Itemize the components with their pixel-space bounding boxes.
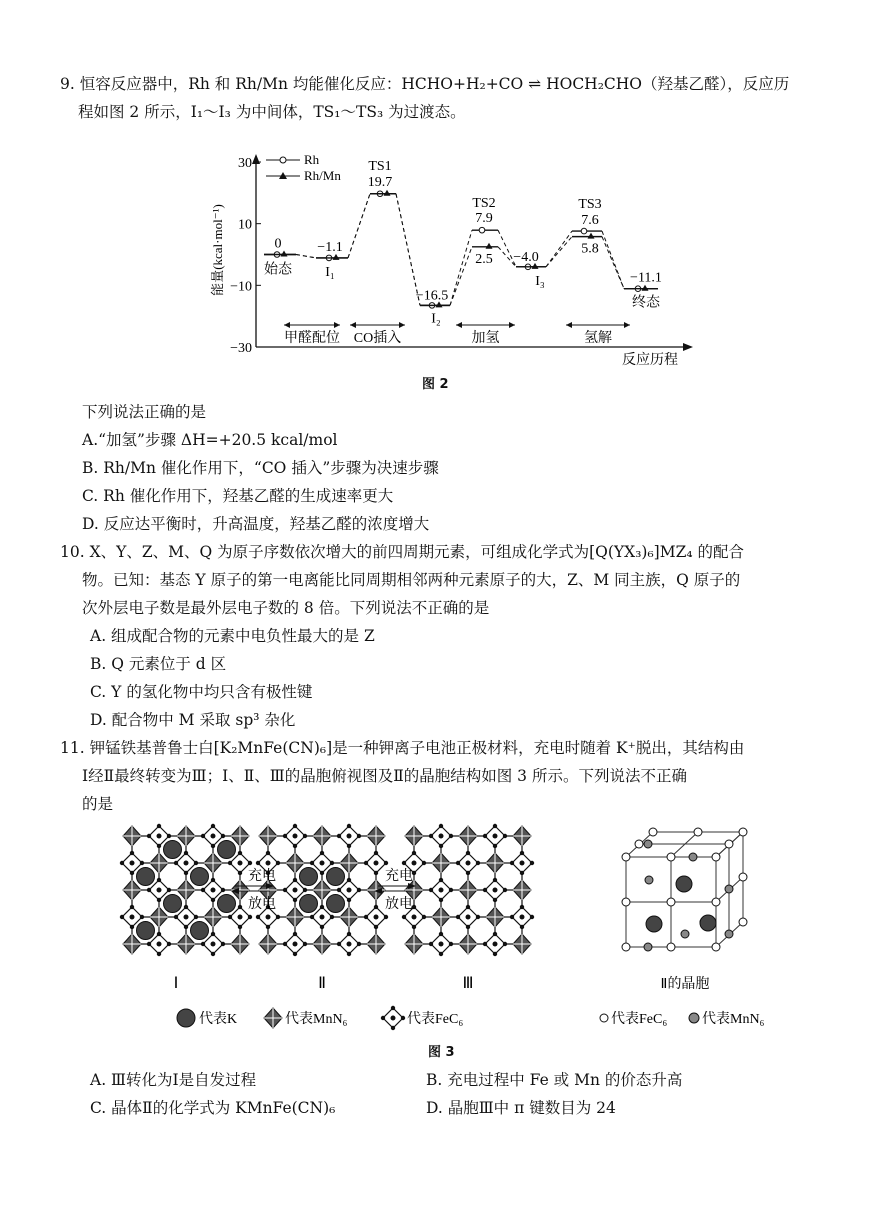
mnn6-unit xyxy=(340,853,358,873)
mnn6-unit xyxy=(367,880,385,900)
fec6-unit xyxy=(483,878,507,902)
q10-option-d[interactable]: D. 配合物中 M 采取 sp³ 杂化 xyxy=(90,711,296,729)
mnn6-unit xyxy=(459,880,477,900)
mnn6-unit xyxy=(486,907,504,927)
rh-point xyxy=(581,228,587,234)
q11-stem-line1: 11. 钾锰铁基普鲁士白[K₂MnFe(CN)₆]是一种钾离子电池正极材料，充电时随着 K⁺脱出，其结构由 xyxy=(60,739,745,757)
mnn6-unit xyxy=(123,826,141,846)
k-ion xyxy=(137,922,155,940)
fec6-site xyxy=(712,943,720,951)
mnn6-unit xyxy=(405,826,423,846)
cell-legend-mnn6-text: 代表MnN₆ xyxy=(702,1012,765,1027)
series-1-connector xyxy=(546,237,572,267)
mnn6-unit xyxy=(432,853,450,873)
fec6-site xyxy=(712,898,720,906)
k-ion xyxy=(327,895,345,913)
mnn6-site xyxy=(725,885,733,893)
state-label: I₃ xyxy=(535,273,545,289)
mnn6-unit xyxy=(231,934,249,954)
rh-point xyxy=(479,227,485,233)
fec6-unit xyxy=(337,932,361,956)
mnn6-unit xyxy=(513,880,531,900)
value-label: 7.9 xyxy=(475,211,493,227)
mnn6-unit xyxy=(259,826,277,846)
q10-stem-line3: 次外层电子数是最外层电子数的 8 倍。下列说法不正确的是 xyxy=(82,599,490,617)
fec6-unit xyxy=(429,824,453,848)
mnn6-unit xyxy=(177,826,195,846)
structure-II xyxy=(256,824,388,956)
q9-stem-line1: 9. 恒容反应器中，Rh 和 Rh/Mn 均能催化反应：HCHO+H₂+CO ⇌ HOCH₂CHO（羟基乙醛），反应历 xyxy=(60,75,790,93)
figure2-caption: 图 2 xyxy=(422,377,449,392)
series-0-connector xyxy=(546,231,572,267)
fec6-site xyxy=(712,853,720,861)
mnn6-unit xyxy=(286,853,304,873)
fec6-unit xyxy=(429,878,453,902)
step-arrowhead xyxy=(566,322,572,328)
q11-stem-line2: Ⅰ经Ⅱ最终转变为Ⅲ；Ⅰ、Ⅱ、Ⅲ的晶胞俯视图及Ⅱ的晶胞结构如图 3 所示。下列说法不正确 xyxy=(82,767,687,785)
label-structure-II: Ⅱ xyxy=(318,975,326,992)
fec6-site xyxy=(622,853,630,861)
legend-mnn6-marker xyxy=(264,1008,282,1028)
step-label: 氢解 xyxy=(584,331,612,346)
legend-fec6-text: 代表FeC₆ xyxy=(407,1012,464,1027)
svg-text:放电: 放电 xyxy=(385,897,413,912)
y-tick-label: −10 xyxy=(230,279,252,295)
mnn6-site xyxy=(644,943,652,951)
state-label: 终态 xyxy=(632,295,660,311)
q9-option-c[interactable]: C. Rh 催化作用下，羟基乙醛的生成速率更大 xyxy=(82,487,394,505)
mnn6-unit xyxy=(313,826,331,846)
fec6-site xyxy=(635,840,643,848)
q11-option-c[interactable]: C. 晶体Ⅱ的化学式为 KMnFe(CN)₆ xyxy=(90,1099,336,1117)
legend-fec6-marker xyxy=(381,1006,405,1030)
legend-mnn6-text: 代表MnN₆ xyxy=(285,1012,348,1027)
mnn6-unit xyxy=(177,934,195,954)
fec6-unit xyxy=(510,905,534,929)
fec6-unit xyxy=(283,932,307,956)
fec6-site xyxy=(667,898,675,906)
fec6-site xyxy=(694,828,702,836)
mnn6-unit xyxy=(459,934,477,954)
chart-legend xyxy=(266,152,341,183)
mnn6-unit xyxy=(204,853,222,873)
step-label: 加氢 xyxy=(471,331,500,346)
rhmn-point xyxy=(486,243,493,249)
q11-option-b[interactable]: B. 充电过程中 Fe 或 Mn 的价态升高 xyxy=(426,1071,683,1089)
label-unit-cell-II: Ⅱ的晶胞 xyxy=(660,977,710,992)
mnn6-site xyxy=(681,930,689,938)
mnn6-site xyxy=(689,853,697,861)
fec6-site xyxy=(739,918,747,926)
svg-text:放电: 放电 xyxy=(248,897,276,912)
state-label: TS2 xyxy=(472,196,496,212)
k-ion xyxy=(164,895,182,913)
state-label: TS1 xyxy=(368,158,392,174)
y-axis-label: 能量(kcal·mol⁻¹) xyxy=(210,204,225,296)
series-1-connector xyxy=(602,237,624,289)
fec6-unit xyxy=(456,905,480,929)
rhmn-point xyxy=(588,233,595,239)
state-label: 始态 xyxy=(264,262,292,278)
q10-stem-line2: 物。已知：基态 Y 原子的第一电离能比同周期相邻两种元素原子的大，Z、M 同主族，Q 原子的 xyxy=(82,571,741,589)
cell-legend-fec6-marker xyxy=(600,1014,608,1022)
mnn6-unit xyxy=(513,826,531,846)
y-tick-label: 30 xyxy=(238,156,252,171)
rhmn-point xyxy=(384,190,391,196)
fec6-site xyxy=(739,828,747,836)
mnn6-unit xyxy=(459,826,477,846)
step-arrowhead xyxy=(456,322,462,328)
value-label: −4.0 xyxy=(513,249,539,265)
mnn6-unit xyxy=(150,907,168,927)
series-1-connector xyxy=(348,194,370,258)
series-0-connector xyxy=(602,231,624,289)
q11-stem-line3: 的是 xyxy=(82,795,114,813)
legend-k-text: 代表K xyxy=(199,1012,238,1027)
state-label: I₂ xyxy=(431,311,441,327)
fec6-unit xyxy=(483,932,507,956)
k-site xyxy=(646,916,662,932)
mnn6-unit xyxy=(150,853,168,873)
fec6-site xyxy=(739,873,747,881)
step-arrowhead xyxy=(624,322,630,328)
value-label: −1.1 xyxy=(317,239,343,255)
series-1-connector xyxy=(450,247,472,306)
q9-prompt: 下列说法正确的是 xyxy=(82,403,207,421)
step-arrowhead xyxy=(509,322,515,328)
fec6-site xyxy=(667,853,675,861)
fec6-unit xyxy=(510,851,534,875)
step-arrowhead xyxy=(284,322,290,328)
mnn6-unit xyxy=(123,934,141,954)
mnn6-unit xyxy=(367,826,385,846)
label-structure-III: Ⅲ xyxy=(462,975,474,992)
rhmn-point xyxy=(281,251,288,257)
mnn6-unit xyxy=(405,934,423,954)
svg-text:充电: 充电 xyxy=(385,869,413,884)
fec6-site xyxy=(667,943,675,951)
k-ion xyxy=(327,868,345,886)
k-ion xyxy=(218,841,236,859)
fec6-unit xyxy=(483,824,507,848)
structure-III xyxy=(402,824,534,956)
k-ion xyxy=(137,868,155,886)
value-label: −11.1 xyxy=(630,270,662,286)
k-site xyxy=(676,876,692,892)
q9-option-b[interactable]: B. Rh/Mn 催化作用下，“CO 插入”步骤为决速步骤 xyxy=(82,459,439,477)
k-ion xyxy=(164,841,182,859)
x-axis-label: 反应历程 xyxy=(622,353,678,368)
step-arrowhead xyxy=(399,322,405,328)
mnn6-unit xyxy=(313,934,331,954)
mnn6-unit xyxy=(204,907,222,927)
step-label: 甲醛配位 xyxy=(284,331,340,346)
mnn6-unit xyxy=(177,880,195,900)
fec6-unit xyxy=(429,932,453,956)
q9-stem-line2: 程如图 2 所示，I₁～I₃ 为中间体，TS₁～TS₃ 为过渡态。 xyxy=(78,103,466,121)
legend-label-rhmn: Rh/Mn xyxy=(304,168,341,183)
legend-marker-rh xyxy=(280,157,286,163)
legend-k-marker xyxy=(177,1009,195,1027)
series-0-connector xyxy=(450,230,472,305)
mnn6-unit xyxy=(123,880,141,900)
state-label: I₁ xyxy=(325,264,335,280)
state-label: TS3 xyxy=(578,197,602,213)
q11-option-d[interactable]: D. 晶胞Ⅲ中 π 键数目为 24 xyxy=(426,1099,616,1117)
fec6-site xyxy=(725,840,733,848)
step-label: CO插入 xyxy=(353,331,402,346)
mnn6-unit xyxy=(486,853,504,873)
series-1-connector xyxy=(296,255,316,258)
mnn6-unit xyxy=(340,907,358,927)
q10-stem-line1: 10. X、Y、Z、M、Q 为原子序数依次增大的前四周期元素，可组成化学式为[Q(YX₃)₆]MZ₄ 的配合 xyxy=(60,543,744,561)
k-ion xyxy=(191,868,209,886)
q9-option-a[interactable]: A.“加氢”步骤 ΔH=+20.5 kcal/mol xyxy=(82,431,338,449)
fec6-unit xyxy=(337,824,361,848)
value-label: 0 xyxy=(274,236,282,252)
value-label: 2.5 xyxy=(475,251,493,267)
mnn6-unit xyxy=(313,880,331,900)
label-structure-I: Ⅰ xyxy=(173,975,179,992)
mnn6-site xyxy=(725,930,733,938)
k-ion xyxy=(300,868,318,886)
k-ion xyxy=(191,922,209,940)
value-label: −16.5 xyxy=(415,288,449,304)
fec6-unit xyxy=(283,824,307,848)
value-label: 5.8 xyxy=(581,241,599,257)
value-label: 19.7 xyxy=(367,174,393,190)
mnn6-unit xyxy=(286,907,304,927)
structure-I xyxy=(120,824,252,956)
q11-option-a[interactable]: A. Ⅲ转化为Ⅰ是自发过程 xyxy=(90,1071,257,1089)
figure3-caption: 图 3 xyxy=(428,1045,455,1060)
mnn6-unit xyxy=(231,826,249,846)
fec6-site xyxy=(622,898,630,906)
k-ion xyxy=(218,895,236,913)
legend-label-rh: Rh xyxy=(304,152,320,167)
step-arrowhead xyxy=(334,322,340,328)
mnn6-site xyxy=(644,840,652,848)
fec6-site xyxy=(649,828,657,836)
y-tick-label: 10 xyxy=(238,217,252,233)
cell-legend-fec6-text: 代表FeC₆ xyxy=(611,1012,668,1027)
energy-profile-chart xyxy=(200,140,700,370)
q10-option-a[interactable]: A. 组成配合物的元素中电负性最大的是 Z xyxy=(90,627,375,645)
y-tick-label: −30 xyxy=(230,341,252,356)
step-arrowhead xyxy=(350,322,356,328)
q9-option-d[interactable]: D. 反应达平衡时，升高温度，羟基乙醛的浓度增大 xyxy=(82,515,430,533)
cell-legend-mnn6-marker xyxy=(689,1013,699,1023)
mnn6-unit xyxy=(367,934,385,954)
value-label: 7.6 xyxy=(581,213,599,229)
k-site xyxy=(700,915,716,931)
figure3-structures xyxy=(118,822,778,1037)
svg-text:充电: 充电 xyxy=(248,869,276,884)
mnn6-site xyxy=(645,876,653,884)
q10-option-b[interactable]: B. Q 元素位于 d 区 xyxy=(90,655,227,673)
x-axis-arrow xyxy=(683,343,693,351)
mnn6-unit xyxy=(513,934,531,954)
mnn6-unit xyxy=(432,907,450,927)
fec6-site xyxy=(622,943,630,951)
q10-option-c[interactable]: C. Y 的氢化物中均只含有极性键 xyxy=(90,683,313,701)
k-ion xyxy=(300,895,318,913)
fec6-unit xyxy=(456,851,480,875)
mnn6-unit xyxy=(259,934,277,954)
